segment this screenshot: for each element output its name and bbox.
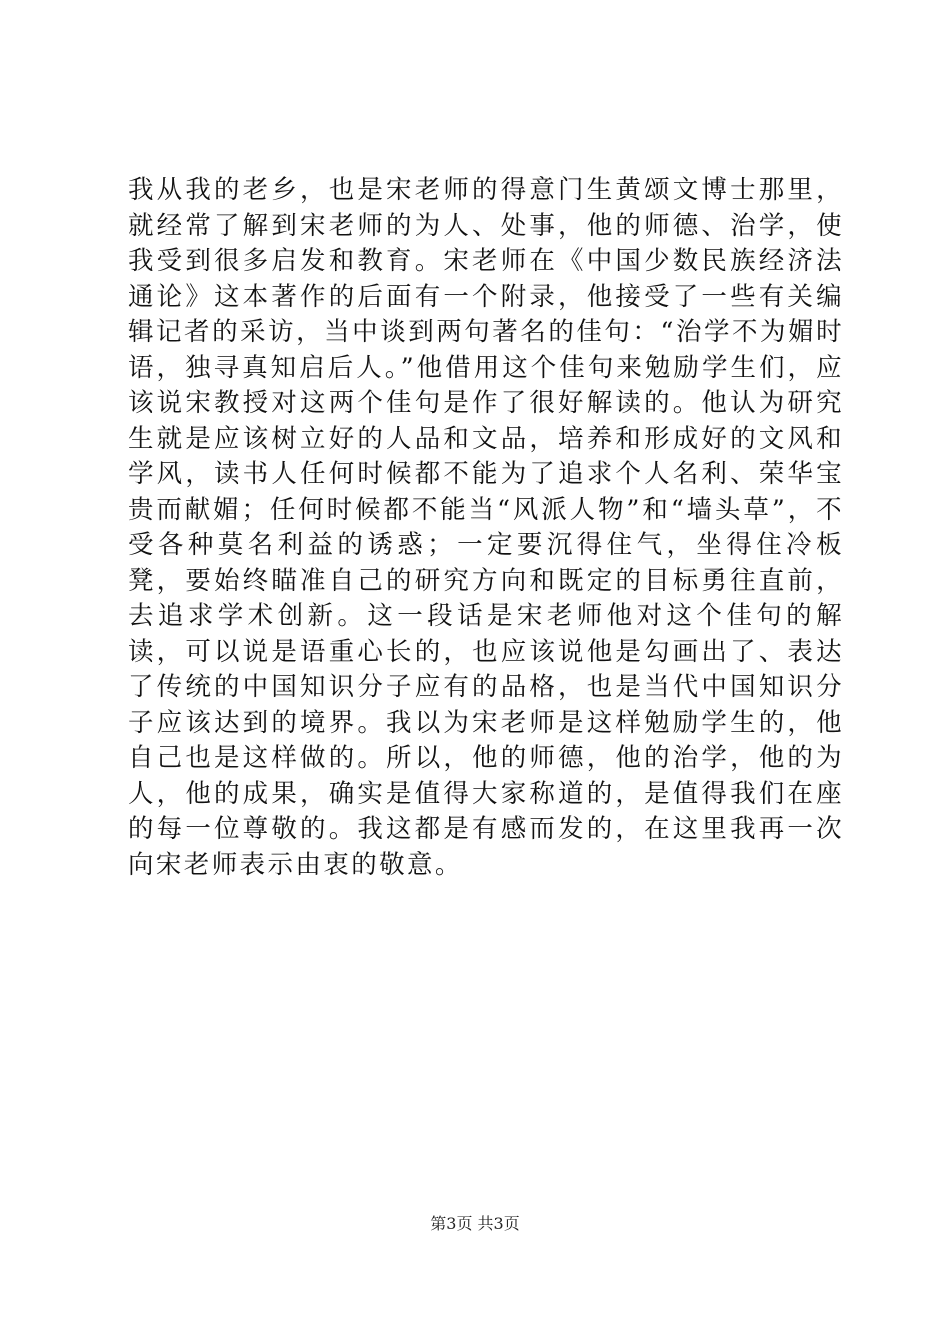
body-paragraph: 我从我的老乡，也是宋老师的得意门生黄颂文博士那里，就经常了解到宋老师的为人、处事，他的师德、治学，使我受到很多启发和教育。宋老师在《中国少数民族经济法通论》这本著作的后面有一个附录，他接受了一些有关编辑记者的采访，当中谈到两句著名的佳句：“治学不为媚时语，独寻真知启后人。”他借用这个佳句来勉励学生们，应该说宋教授对这两个佳句是作了很好解读的。他认为研究生就是应该树立好的人品和文品，培养和形成好的文风和学风，读书人任何时候都不能为了追求个人名利、荣华宝贵而献媚；任何时候都不能当“风派人物”和“墙头草”，不受各种莫名利益的诱惑；一定要沉得住气，坐得住冷板凳，要始终瞄准自己的研究方向和既定的目标勇往直前，去追求学术创新。这一段话是宋老师他对这个佳句的解读，可以说是语重心长的，也应该说他是勾画出了、表达了传统的中国知识分子应有的品格，也是当代中国知识分子应该达到的境界。我以为宋老师是这样勉励学生的，他自己也是这样做的。所以，他的师德，他的治学，他的为人，他的成果，确实是值得大家称道的，是值得我们在座的每一位尊敬的。我这都是有感而发的，在这里我再一次向宋老师表示由衷的敬意。 [128, 175, 844, 880]
page-number-footer: 第3页 共3页 [430, 1214, 520, 1233]
